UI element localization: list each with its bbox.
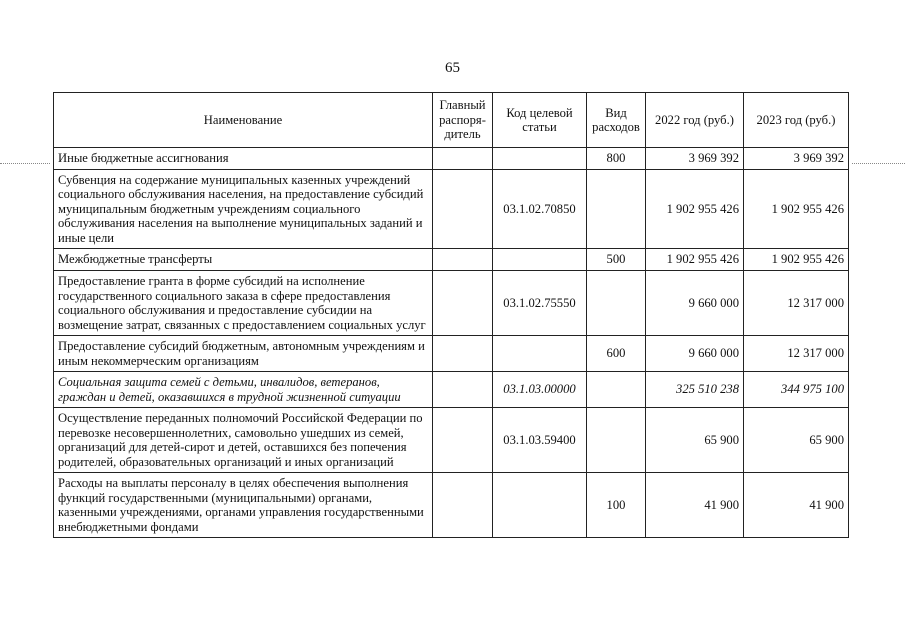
row-code (493, 336, 587, 372)
row-chief (433, 408, 493, 473)
row-type: 100 (587, 473, 646, 538)
row-type (587, 169, 646, 249)
page-number: 65 (445, 60, 460, 76)
row-2022: 1 902 955 426 (646, 169, 744, 249)
row-name: Субвенция на содержание муниципальных казенных учреждений социального обслуживания населения, на предоставление субсидий муниципальным бюджетным учреждениям социального обслуживания населения на выполнение муниципальных заданий и иные цели (54, 169, 433, 249)
row-type (587, 271, 646, 336)
table-row (54, 372, 849, 408)
row-2022: 3 969 392 (646, 148, 744, 170)
header-type: Вид расходов (587, 93, 646, 148)
row-2023: 344 975 100 (744, 372, 849, 408)
table-row (54, 148, 849, 170)
table-row (54, 336, 849, 372)
row-chief (433, 473, 493, 538)
header-chief: Главный распоря-дитель (433, 93, 493, 148)
row-code: 03.1.02.70850 (493, 169, 587, 249)
header-name: Наименование (54, 93, 433, 148)
header-code: Код целевой статьи (493, 93, 587, 148)
row-code: 03.1.02.75550 (493, 271, 587, 336)
table-row (54, 408, 849, 473)
row-2022: 65 900 (646, 408, 744, 473)
row-type (587, 372, 646, 408)
scan-dotted-line-left (0, 163, 50, 164)
table-row (54, 473, 849, 538)
row-2022: 325 510 238 (646, 372, 744, 408)
row-code: 03.1.03.00000 (493, 372, 587, 408)
row-chief (433, 271, 493, 336)
row-chief (433, 249, 493, 271)
row-type (587, 408, 646, 473)
row-name: Межбюджетные трансферты (54, 249, 433, 271)
row-name: Осуществление переданных полномочий Российской Федерации по перевозке несовершеннолетних, самовольно ушедших из семей, организаций для детей-сирот и детей, оставшихся без попечения родителей, образовательных организаций и иных организаций (54, 408, 433, 473)
row-name: Предоставление гранта в форме субсидий на исполнение государственного социального заказа в сфере предоставления социального обслуживания и предоставление субсидии на возмещение затрат, связанных с предоставлением социальных услуг (54, 271, 433, 336)
row-chief (433, 372, 493, 408)
row-2023: 41 900 (744, 473, 849, 538)
row-2023: 1 902 955 426 (744, 169, 849, 249)
row-type: 500 (587, 249, 646, 271)
header-2023: 2023 год (руб.) (744, 93, 849, 148)
header-2022: 2022 год (руб.) (646, 93, 744, 148)
row-2023: 12 317 000 (744, 271, 849, 336)
row-code (493, 148, 587, 170)
row-name: Социальная защита семей с детьми, инвалидов, ветеранов, граждан и детей, оказавшихся в трудной жизненной ситуации (54, 372, 433, 408)
row-chief (433, 148, 493, 170)
table-row (54, 249, 849, 271)
row-chief (433, 336, 493, 372)
row-type: 600 (587, 336, 646, 372)
row-code (493, 473, 587, 538)
table-header-row (54, 93, 849, 148)
row-2023: 65 900 (744, 408, 849, 473)
row-2023: 1 902 955 426 (744, 249, 849, 271)
budget-table (53, 92, 849, 538)
row-type: 800 (587, 148, 646, 170)
row-code: 03.1.03.59400 (493, 408, 587, 473)
row-name: Расходы на выплаты персоналу в целях обеспечения выполнения функций государственными (муниципальными) органами, казенными учреждениями, органами управления государственными внебюджетными фондами (54, 473, 433, 538)
row-code (493, 249, 587, 271)
scan-dotted-line-right (852, 163, 905, 164)
row-2023: 3 969 392 (744, 148, 849, 170)
table-row (54, 271, 849, 336)
row-chief (433, 169, 493, 249)
row-name: Иные бюджетные ассигнования (54, 148, 433, 170)
row-2022: 1 902 955 426 (646, 249, 744, 271)
row-name: Предоставление субсидий бюджетным, автономным учреждениям и иным некоммерческим организациям (54, 336, 433, 372)
table-row (54, 169, 849, 249)
row-2022: 41 900 (646, 473, 744, 538)
row-2022: 9 660 000 (646, 271, 744, 336)
row-2022: 9 660 000 (646, 336, 744, 372)
row-2023: 12 317 000 (744, 336, 849, 372)
